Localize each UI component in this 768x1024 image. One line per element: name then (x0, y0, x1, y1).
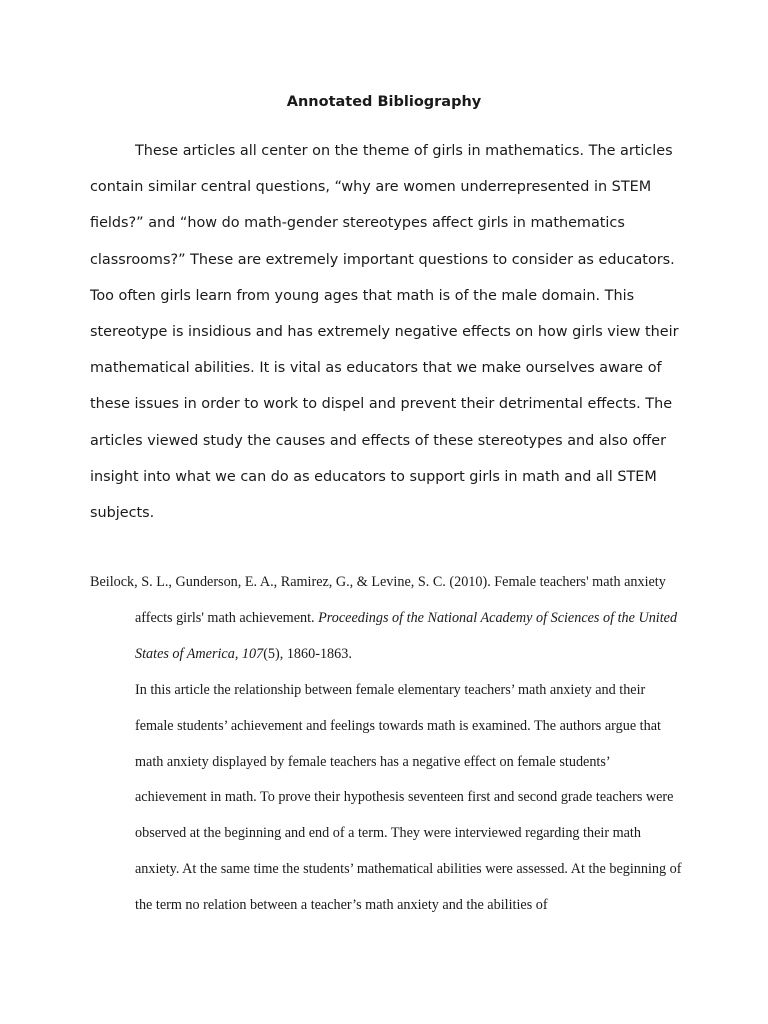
citation-authors: Beilock, S. L., Gunderson, E. A., Ramirez, G., & Levine, S. C. (2010). Female teachers' math anxiety affects girls' math achievement. (90, 574, 666, 626)
intro-paragraph: These articles all center on the theme of girls in mathematics. The articles contain similar central questions, “why are women underrepresented in STEM fields?” and “how do math-gender stereotypes affect girls in mathematics classrooms?” These are extremely important questions to consider as educators. Too often girls learn from young ages that math is of the male domain. This stereotype is insidious and has extremely negative effects on how girls view their mathematical abilities. It is vital as educators that we make ourselves aware of these issues in order to work to dispel and prevent their detrimental effects. The articles viewed study the causes and effects of these stereotypes and also offer insight into what we can do as educators to support girls in math and all STEM subjects. (90, 143, 679, 522)
annotation-paragraph: In this article the relationship between female elementary teachers’ math anxiety and their female students’ achievement and feelings towards math is examined. The authors argue that math anxiety displayed by female teachers has a negative effect on female students’ achievement in math. To prove their hypothesis seventeen first and second grade teachers were observed at the beginning and end of a term. They were interviewed regarding their math anxiety. At the same time the students’ mathematical abilities were assessed. At the beginning of the term no relation between a teacher’s math anxiety and the abilities of (135, 681, 682, 914)
document-title: Annotated Bibliography (286, 94, 482, 110)
citation-journal: Proceedings of the National Academy of Sciences of the United States of America, 107 (135, 609, 678, 662)
citation-issue-pages: (5), 1860-1863. (263, 645, 352, 662)
bibliography-entry (90, 565, 690, 924)
citation (90, 565, 690, 673)
